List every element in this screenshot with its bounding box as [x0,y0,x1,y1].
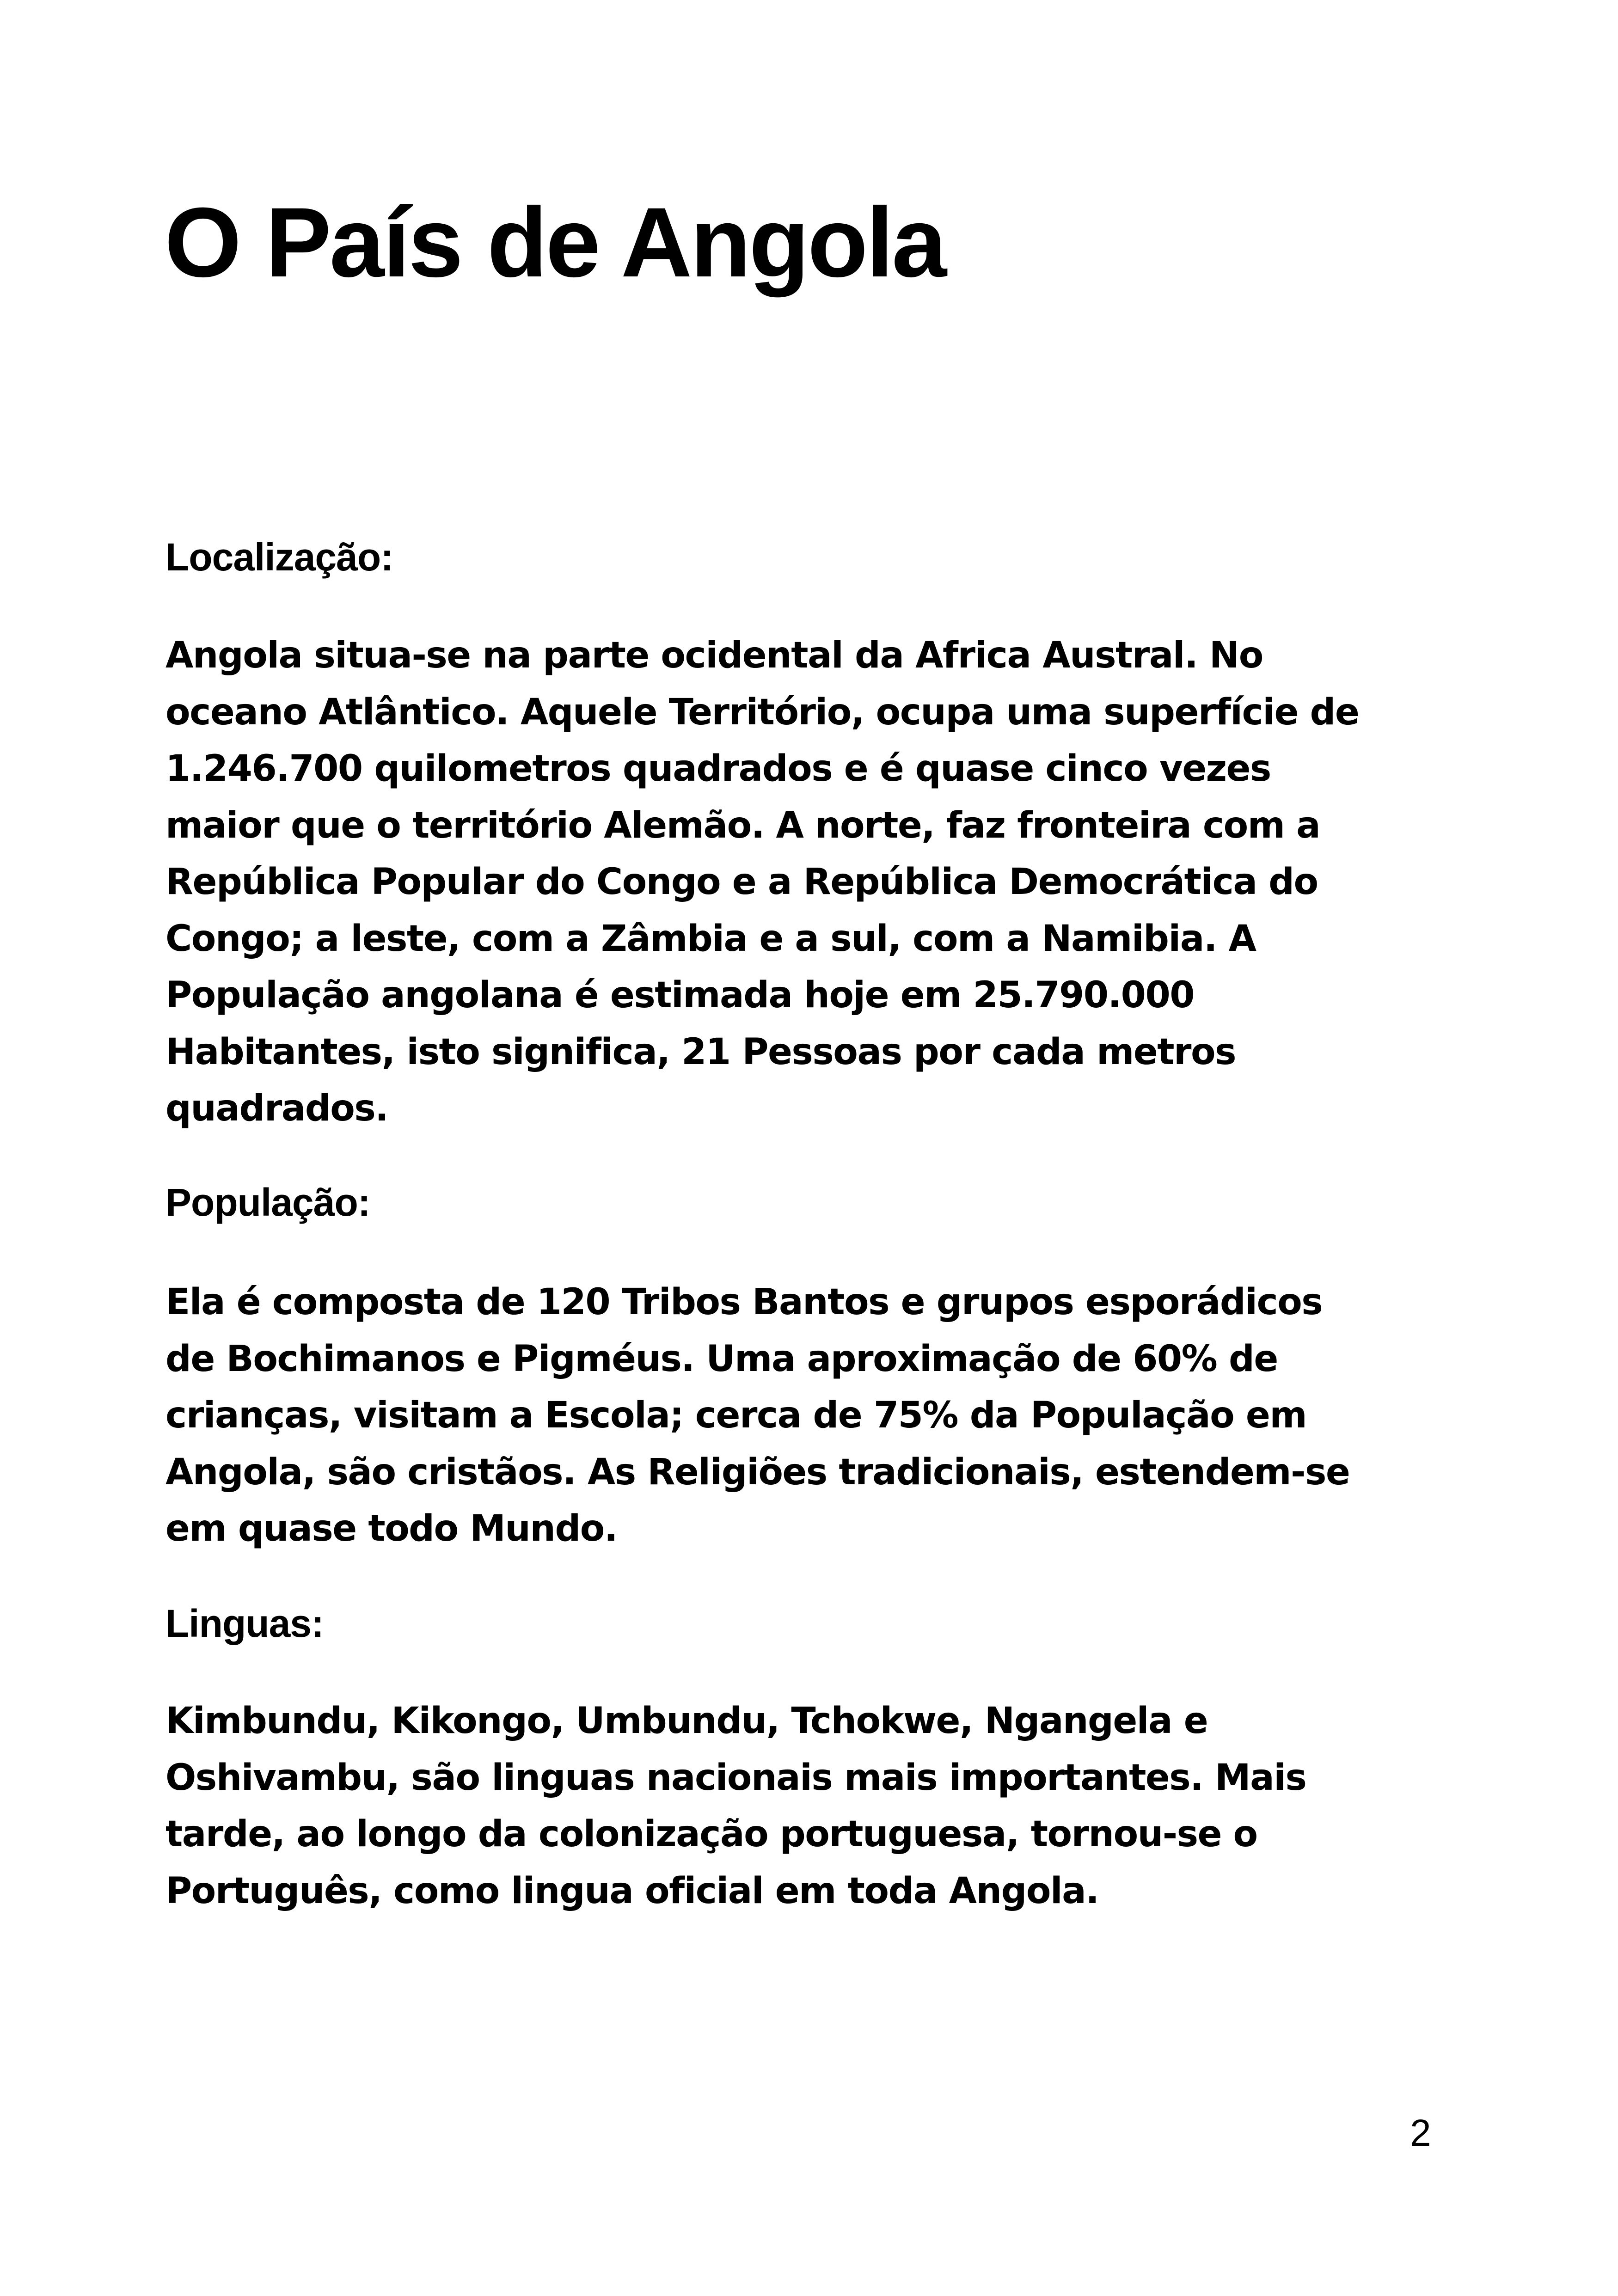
section-paragraph-localizacao [165,627,1359,1137]
paragraph-line: Ela é composta de 120 Tribos Bantos e grupos esporádicos [165,1281,1323,1323]
paragraph-line: oceano Atlântico. Aquele Território, ocupa uma superfície de [165,691,1359,733]
paragraph-line: Kimbundu, Kikongo, Umbundu, Tchokwe, Ngangela e [165,1700,1208,1742]
section-heading-populacao: População: [165,1181,370,1224]
paragraph-line: República Popular do Congo e a República Democrática do [165,861,1318,903]
paragraph-line: Habitantes, isto significa, 21 Pessoas por cada metros [165,1031,1236,1073]
page-number: 2 [1410,2112,1431,2154]
paragraph-line: Congo; a leste, com a Zâmbia e a sul, com a Namibia. A [165,918,1256,960]
section-paragraph-linguas [165,1693,1306,1919]
paragraph-line: População angolana é estimada hoje em 25.790.000 [165,974,1195,1016]
section-heading-localizacao: Localização: [165,535,393,579]
paragraph-line: Oshivambu, são linguas nacionais mais importantes. Mais [165,1757,1306,1799]
paragraph-line: tarde, ao longo da colonização portuguesa, tornou-se o [165,1813,1257,1855]
paragraph-line: em quase todo Mundo. [165,1508,617,1549]
section-heading-linguas: Linguas: [165,1602,324,1645]
paragraph-line: Angola situa-se na parte ocidental da Africa Austral. No [165,635,1263,676]
section-paragraph-populacao [165,1274,1349,1557]
page-title: O País de Angola [165,187,945,298]
paragraph-line: 1.246.700 quilometros quadrados e é quase cinco vezes [165,748,1271,790]
paragraph-line: maior que o território Alemão. A norte, faz fronteira com a [165,804,1320,846]
paragraph-line: Angola, são cristãos. As Religiões tradicionais, estendem-se [165,1451,1350,1493]
paragraph-line: crianças, visitam a Escola; cerca de 75% da População em [165,1395,1307,1436]
paragraph-line: de Bochimanos e Pigméus. Uma aproximação de 60% de [165,1338,1278,1380]
paragraph-line: quadrados. [165,1088,388,1129]
paragraph-line: Português, como lingua oficial em toda Angola. [165,1870,1099,1912]
